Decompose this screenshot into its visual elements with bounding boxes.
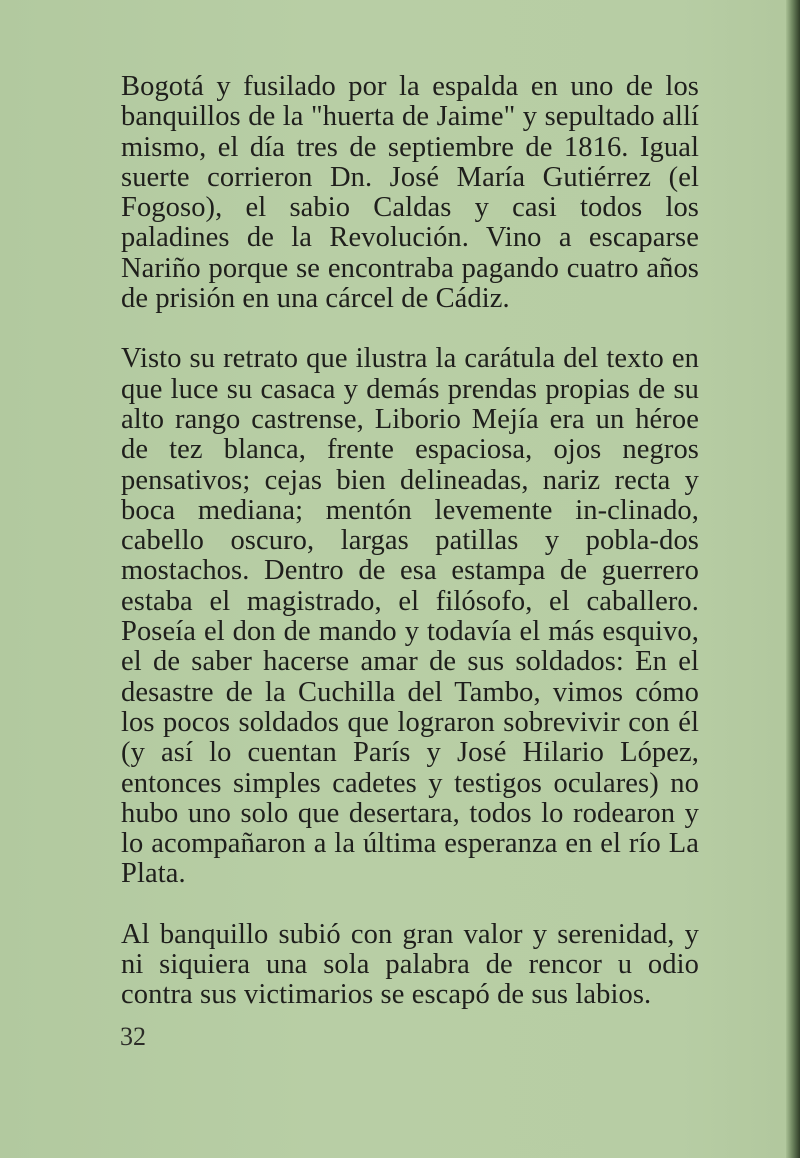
page-binding-edge [786, 0, 800, 1158]
paragraph-3: Al banquillo subió con gran valor y serenidad, y ni siquiera una sola palabra de rencor u odio contra sus victimarios se escapó de sus labios. [121, 918, 699, 1011]
page-text [121, 72, 699, 1011]
page-number: 32 [120, 1022, 146, 1051]
paragraph-1: Bogotá y fusilado por la espalda en uno de los banquillos de la "huerta de Jaime" y sepultado allí mismo, el día tres de septiembre de 1816. Igual suerte corrieron Dn. José María Gutiérrez (el Fogoso), el sabio Caldas y casi todos los paladines de la Revolución. Vino a escaparse Nariño porque se encontraba pagando cuatro años de prisión en una cárcel de Cádiz. [121, 71, 699, 315]
paragraph-2: Visto su retrato que ilustra la carátula del texto en que luce su casaca y demás prendas propias de su alto rango castrense, Liborio Mejía era un héroe de tez blanca, frente espaciosa, ojos negros pensativos; cejas bien delineadas, nariz recta y boca mediana; mentón levemente in-clinado, cabello oscuro, largas patillas y pobla-dos mostachos. Dentro de esa estampa de guerrero estaba el magistrado, el filósofo, el caballero. Poseía el don de mando y todavía el más esquivo, el de saber hacerse amar de sus soldados: En el desastre de la Cuchilla del Tambo, vimos cómo los pocos soldados que lograron sobrevivir con él (y así lo cuentan París y José Hilario López, entonces simples cadetes y testigos oculares) no hubo uno solo que desertara, todos lo rodearon y lo acompañaron a la última esperanza en el río La Plata. [121, 343, 699, 890]
